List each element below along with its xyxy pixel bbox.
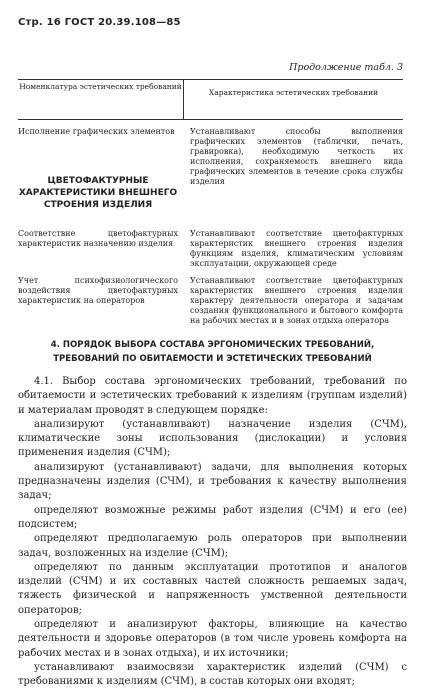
body-paragraph: определяют по данным эксплуатации прототипов и аналогов изделий (СЧМ) и их составных частей сложность решаемых задач, тяжесть физической и напряженность умственной деятельности операторов; bbox=[18, 561, 407, 616]
col-header-nomenclature: Номенклатура эстетических требований bbox=[19, 82, 182, 91]
body-paragraph: 4.1. Выбор состава эргономических требований, требований по обитаемости и эстетических требований к изделиям (группам изделий) и материалам проводят в следующем порядке: bbox=[18, 376, 407, 416]
page-header: Стр. 16 ГОСТ 20.39.108—85 bbox=[18, 17, 181, 28]
col-header-characteristics: Характеристика эстетических требований bbox=[208, 88, 379, 97]
body-paragraph: определяют предполагаемую роль операторов при выполнении задач, возложенных на изделие (СЧМ); bbox=[18, 533, 407, 559]
section-4-heading: 4. ПОРЯДОК ВЫБОРА СОСТАВА ЭРГОНОМИЧЕСКИХ ТРЕБОВАНИЙ, ТРЕБОВАНИЙ ПО ОБИТАЕМОСТИ И ЭСТЕТИЧЕСКИХ ТРЕБОВАНИЙ bbox=[50, 340, 375, 364]
table-header-rule bbox=[18, 119, 403, 120]
row-name: Исполнение графических элементов bbox=[18, 127, 175, 136]
row-desc: Устанавливают способы выполнения графических элементов (таблички, печать, гравировка), необходимую четкость их исполнения, сохраняемость внешнего вида графических элементов в течение срока службы изделия bbox=[190, 127, 403, 186]
row-desc: Устанавливают соответствие цветофактурных характеристик внешнего строения изделия характеру деятельности оператора и задачам создания функционального и бытового комфорта на рабочих местах и в зонах отдыха оператора bbox=[190, 276, 403, 325]
table-top-rule bbox=[18, 79, 403, 80]
row-name: Учет психофизиологического воздействия цветофактурных характеристик на операторов bbox=[18, 276, 178, 305]
body-paragraph: определяют возможные режимы работ изделия (СЧМ) и его (ее) подсистем; bbox=[18, 504, 407, 530]
body-paragraph: анализируют (устанавливают) задачи, для выполнения которых предназначены изделия (СЧМ), и требования к качеству выполнения задач; bbox=[18, 461, 407, 502]
row-desc: Устанавливают соответствие цветофактурных характеристик внешнего строения изделия функциям изделия, климатическим условиям эксплуатации, окружающей среде bbox=[190, 229, 403, 268]
row-name: Соответствие цветофактурных характеристик назначению изделия bbox=[18, 229, 178, 248]
body-paragraph: определяют и анализируют факторы, влияющие на качество деятельности и здоровье операторов (в том числе уровень комфорта на рабочих местах и в зонах отдыха), и их источники; bbox=[18, 619, 407, 659]
section-4-body bbox=[18, 375, 407, 690]
table-continuation-label: Продолжение табл. 3 bbox=[289, 62, 403, 73]
table-section-heading: ЦВЕТОФАКТУРНЫЕ ХАРАКТЕРИСТИКИ ВНЕШНЕГО СТРОЕНИЯ ИЗДЕЛИЯ bbox=[18, 176, 178, 210]
body-paragraph: устанавливают взаимосвязи характеристик изделий (СЧМ) с требованиями к изделиям (СЧМ), в состав которых они входят; bbox=[18, 661, 407, 688]
body-paragraph: анализируют (устанавливают) назначение изделия (СЧМ), климатические зоны использования (дислокации) и условия применения изделия (СЧМ); bbox=[18, 418, 407, 459]
table-header-divider bbox=[183, 79, 184, 119]
